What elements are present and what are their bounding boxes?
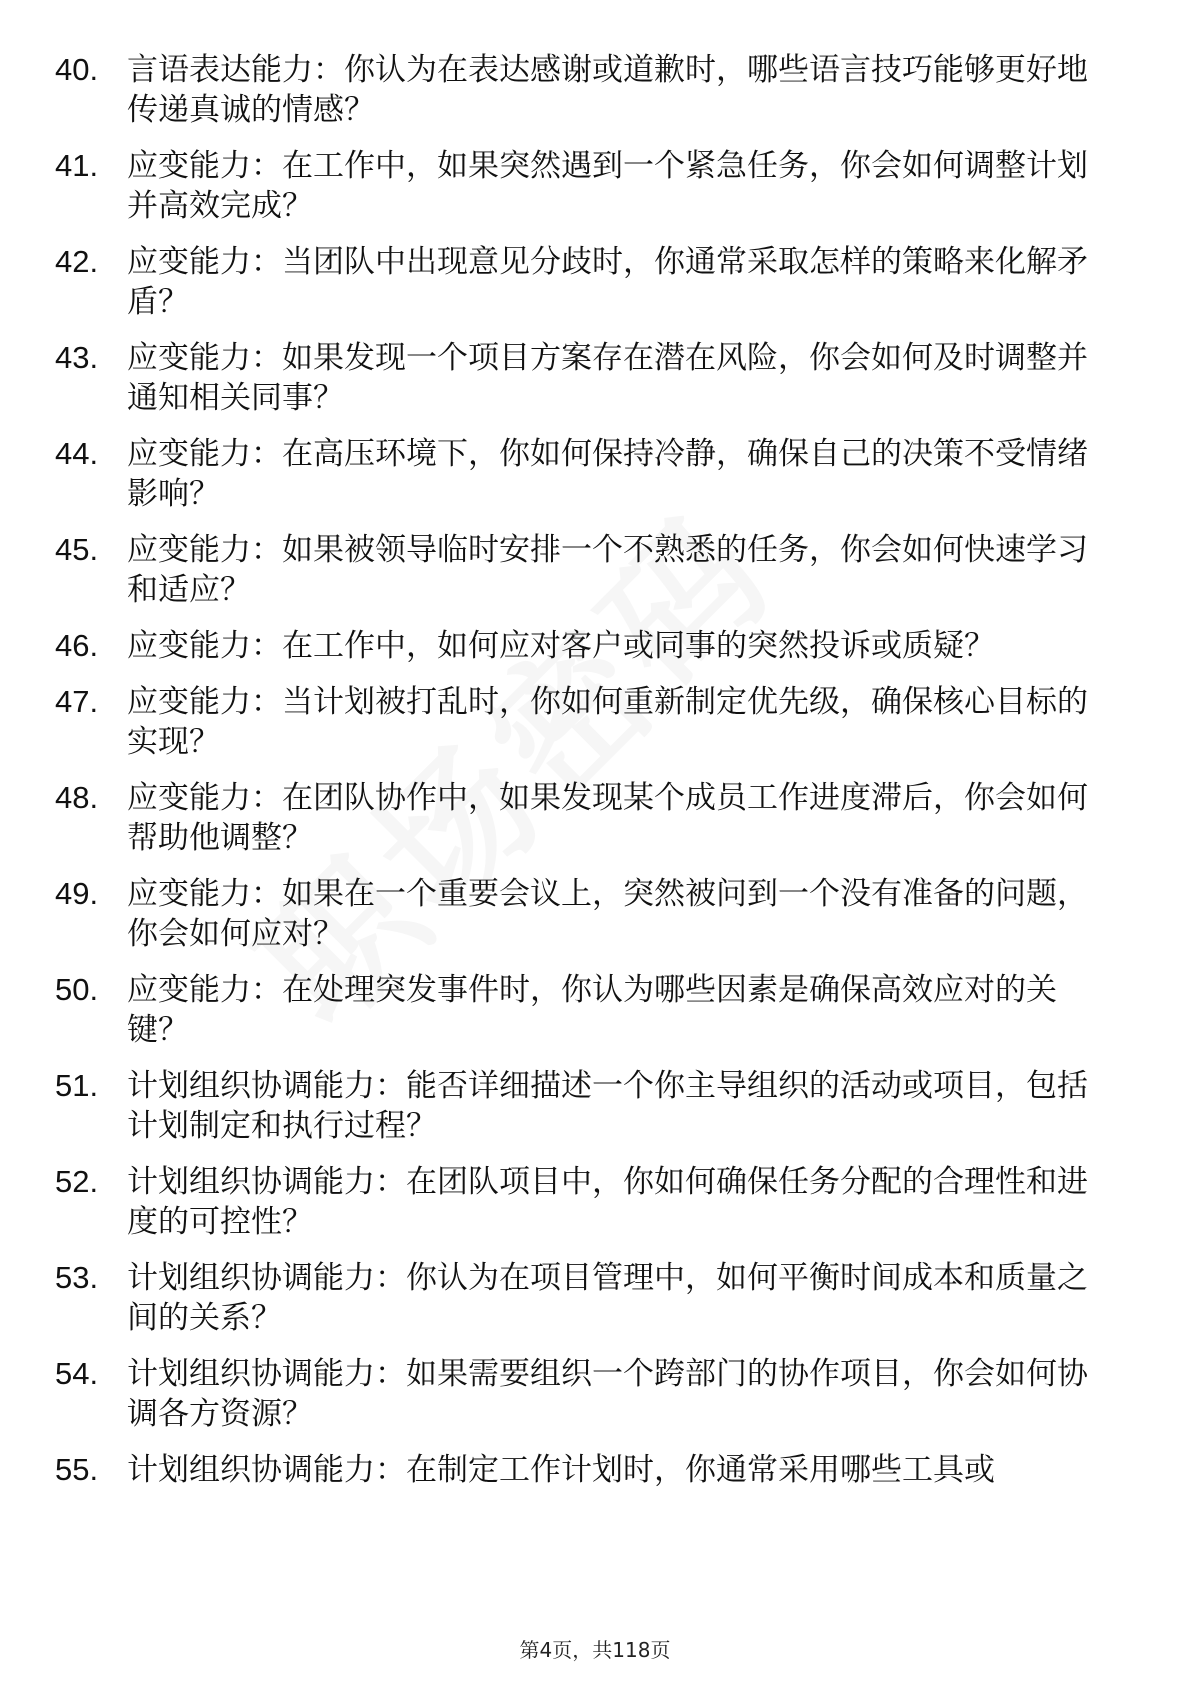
question-number: 55. bbox=[55, 1452, 99, 1487]
question-text: 应变能力：当团队中出现意见分歧时，你通常采取怎样的策略来化解矛盾？ bbox=[127, 244, 1088, 320]
question-number: 40. bbox=[55, 52, 99, 87]
question-text: 计划组织协调能力：在团队项目中，你如何确保任务分配的合理性和进度的可控性？ bbox=[127, 1164, 1088, 1240]
question-text: 计划组织协调能力：你认为在项目管理中，如何平衡时间成本和质量之间的关系？ bbox=[127, 1260, 1088, 1336]
question-item bbox=[55, 434, 1115, 514]
question-number: 49. bbox=[55, 876, 99, 911]
question-item bbox=[55, 50, 1115, 130]
question-item bbox=[55, 338, 1115, 418]
question-item bbox=[55, 1066, 1115, 1146]
question-item bbox=[55, 530, 1115, 610]
question-text: 应变能力：如果发现一个项目方案存在潜在风险，你会如何及时调整并通知相关同事？ bbox=[127, 340, 1088, 416]
question-number: 42. bbox=[55, 244, 99, 279]
question-item bbox=[55, 1450, 1115, 1490]
question-number: 54. bbox=[55, 1356, 99, 1391]
question-text: 应变能力：在工作中，如何应对客户或同事的突然投诉或质疑？ bbox=[127, 628, 995, 664]
question-text: 应变能力：在处理突发事件时，你认为哪些因素是确保高效应对的关键？ bbox=[127, 972, 1057, 1048]
question-number: 51. bbox=[55, 1068, 99, 1103]
question-text: 应变能力：如果被领导临时安排一个不熟悉的任务，你会如何快速学习和适应？ bbox=[127, 532, 1088, 608]
question-number: 44. bbox=[55, 436, 99, 471]
question-text: 计划组织协调能力：在制定工作计划时，你通常采用哪些工具或 bbox=[127, 1452, 995, 1488]
question-number: 41. bbox=[55, 148, 99, 183]
question-item bbox=[55, 778, 1115, 858]
question-number: 45. bbox=[55, 532, 99, 567]
question-text: 应变能力：在高压环境下，你如何保持冷静，确保自己的决策不受情绪影响？ bbox=[127, 436, 1088, 512]
question-item bbox=[55, 242, 1115, 322]
question-item bbox=[55, 970, 1115, 1050]
question-number: 53. bbox=[55, 1260, 99, 1295]
question-text: 计划组织协调能力：如果需要组织一个跨部门的协作项目，你会如何协调各方资源？ bbox=[127, 1356, 1088, 1432]
question-list bbox=[55, 50, 1115, 1506]
question-text: 应变能力：在工作中，如果突然遇到一个紧急任务，你会如何调整计划并高效完成？ bbox=[127, 148, 1088, 224]
question-text: 言语表达能力：你认为在表达感谢或道歉时，哪些语言技巧能够更好地传递真诚的情感？ bbox=[127, 52, 1088, 128]
question-item bbox=[55, 1162, 1115, 1242]
question-item bbox=[55, 1354, 1115, 1434]
question-number: 43. bbox=[55, 340, 99, 375]
question-text: 应变能力：如果在一个重要会议上，突然被问到一个没有准备的问题，你会如何应对？ bbox=[127, 876, 1088, 952]
question-item bbox=[55, 626, 1115, 666]
question-item bbox=[55, 874, 1115, 954]
question-item bbox=[55, 682, 1115, 762]
question-number: 46. bbox=[55, 628, 99, 663]
question-item bbox=[55, 146, 1115, 226]
question-number: 48. bbox=[55, 780, 99, 815]
question-text: 应变能力：在团队协作中，如果发现某个成员工作进度滞后，你会如何帮助他调整？ bbox=[127, 780, 1088, 856]
page-footer: 第4页，共118页 bbox=[519, 1638, 671, 1662]
question-text: 计划组织协调能力：能否详细描述一个你主导组织的活动或项目，包括计划制定和执行过程？ bbox=[127, 1068, 1088, 1144]
question-number: 52. bbox=[55, 1164, 99, 1199]
question-number: 50. bbox=[55, 972, 99, 1007]
question-text: 应变能力：当计划被打乱时，你如何重新制定优先级，确保核心目标的实现？ bbox=[127, 684, 1088, 760]
question-item bbox=[55, 1258, 1115, 1338]
question-number: 47. bbox=[55, 684, 99, 719]
